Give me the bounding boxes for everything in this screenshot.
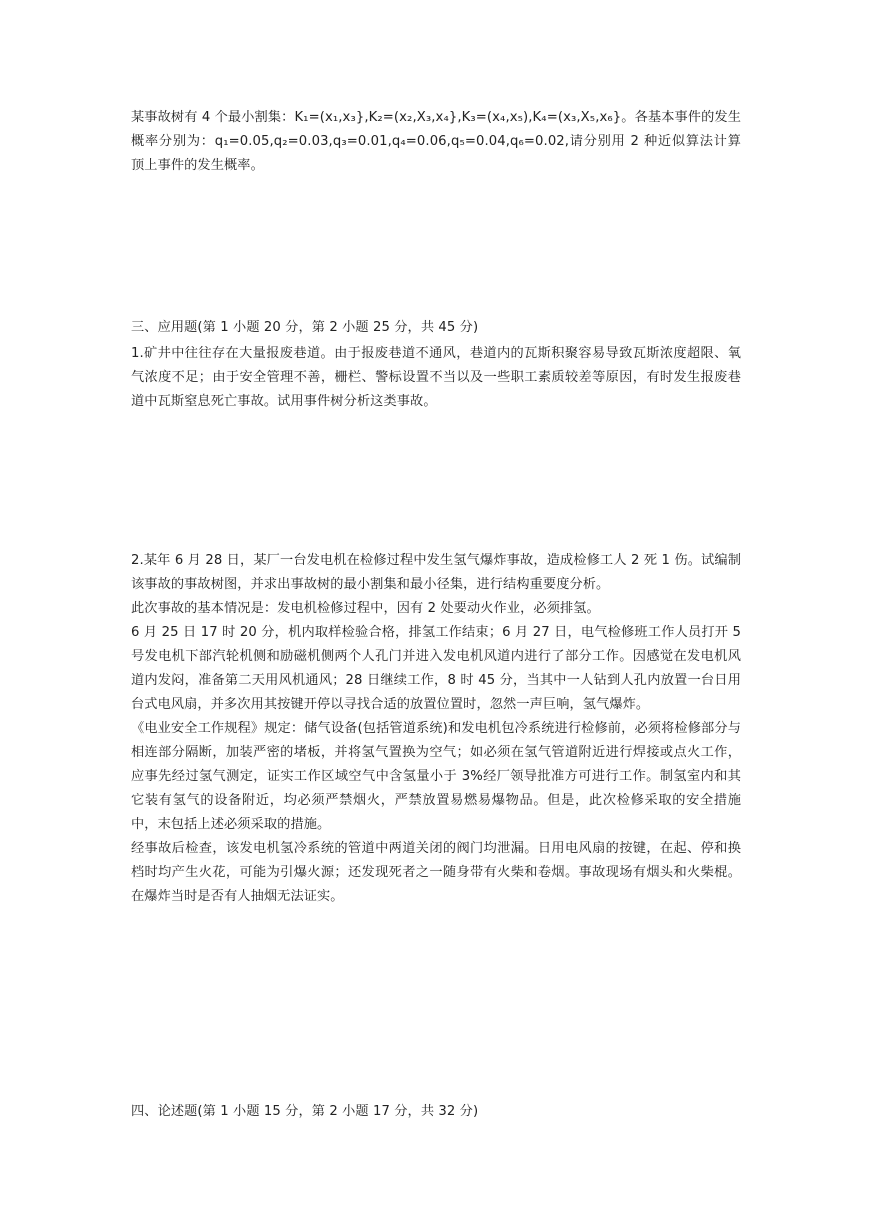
question-2-paragraph: 经事故后检查，该发电机氢冷系统的管道中两道关闭的阀门均泄漏。日用电风扇的按键，在起、停和换档时均产生火花，可能为引爆火源；还发现死者之一随身带有火柴和卷烟。事故现场有烟头和火柴棍。在爆炸当时是否有人抽烟无法证实。	[131, 841, 741, 904]
question-2-paragraph: 此次事故的基本情况是：发电机检修过程中，因有 2 处要动火作业，必须排氢。	[131, 601, 600, 616]
fault-tree-question	[131, 106, 741, 178]
question-2	[131, 549, 741, 909]
fault-tree-question-text: 某事故树有 4 个最小割集：K₁=(x₁,x₃},K₂=(x₂,X₃,x₄},K₃=(x₄,x₅),K₄=(x₃,X₅,x₆}。各基本事件的发生概率分别为：q₁=0.05,q₂=0.03,q₃=0.01,q₄=0.06,q₅=0.04,q₆=0.02,请分别用 2 种近似算法计算顶上事件的发生概率。	[131, 110, 741, 173]
question-1	[131, 342, 741, 414]
question-2-paragraph: 《电业安全工作规程》规定：储气设备(包括管道系统)和发电机包冷系统进行检修前，必须将检修部分与相连部分隔断，加装严密的堵板，并将氢气置换为空气；如必须在氢气管道附近进行焊接或点火工作，应事先经过氢气测定，证实工作区域空气中含氢量小于 3%经厂领导批准方可进行工作。制氢室内和其它装有氢气的设备附近，均必须严禁烟火，严禁放置易燃易爆物品。但是，此次检修采取的安全措施中，末包括上述必须采取的措施。	[131, 721, 741, 832]
question-2-paragraph: 6 月 25 日 17 时 20 分，机内取样检验合格，排氢工作结束；6 月 27 日，电气检修班工作人员打开 5 号发电机下部汽轮机侧和励磁机侧两个人孔门并进入发电机风道内进行了部分工作。因感觉在发电机风道内发闷，准备第二天用风机通风；28 日继续工作，8 时 45 分，当其中一人钻到人孔内放置一台日用台式电风扇，并多次用其按键开停以寻找合适的放置位置时，忽然一声巨响，氢气爆炸。	[131, 625, 741, 712]
question-1-text: 1.矿井中往往存在大量报废巷道。由于报废巷道不通风，巷道内的瓦斯积聚容易导致瓦斯浓度超限、氧气浓度不足；由于安全管理不善，栅栏、警标设置不当以及一些职工素质较差等原因，有时发生报废巷道中瓦斯窒息死亡事故。试用事件树分析这类事故。	[131, 346, 741, 409]
section4-heading	[131, 1100, 741, 1124]
section4-heading-text: 四、论述题(第 1 小题 15 分，第 2 小题 17 分，共 32 分)	[131, 1104, 479, 1119]
section3-heading	[131, 316, 741, 340]
section3-heading-text: 三、应用题(第 1 小题 20 分，第 2 小题 25 分，共 45 分)	[131, 320, 479, 335]
question-2-paragraph: 2.某年 6 月 28 日，某厂一台发电机在检修过程中发生氢气爆炸事故，造成检修工人 2 死 1 伤。试编制该事故的事故树图，并求出事故树的最小割集和最小径集，进行结构重要度分析。	[131, 553, 741, 592]
